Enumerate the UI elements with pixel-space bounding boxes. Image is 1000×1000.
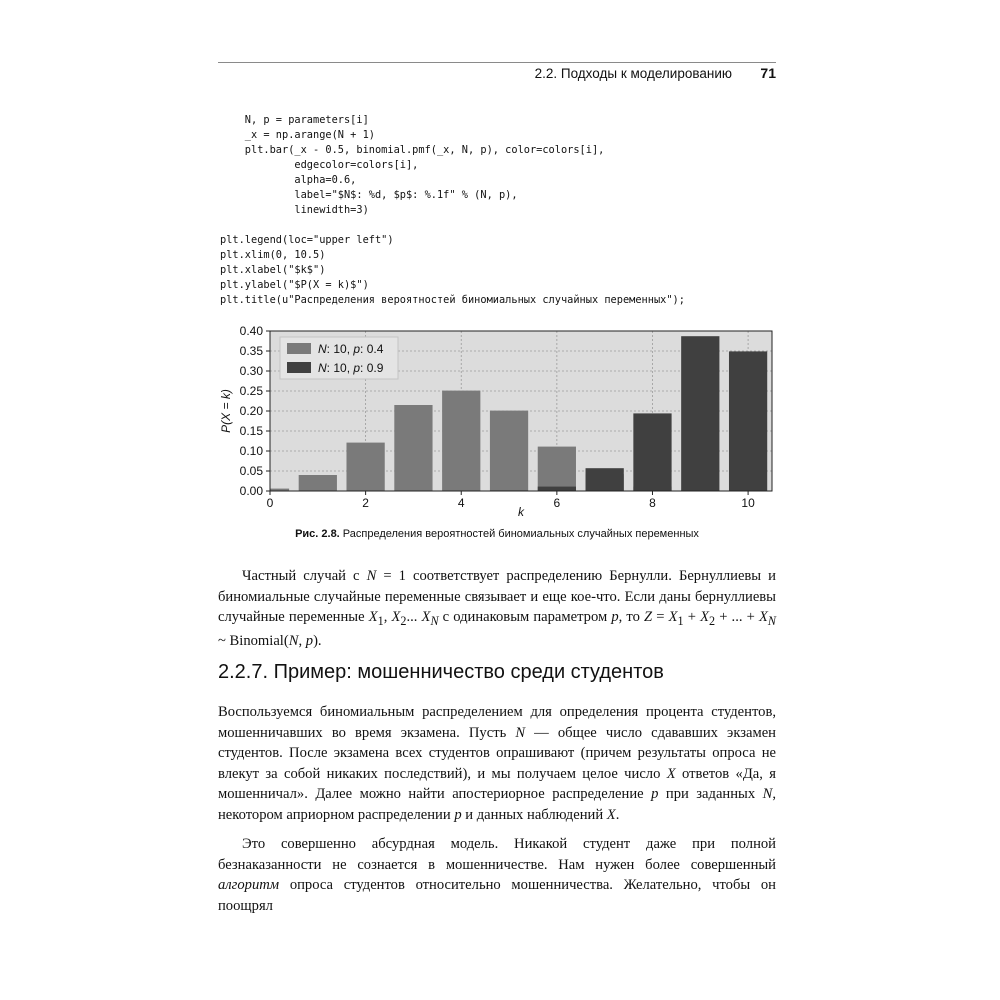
legend-swatch-1	[287, 343, 311, 354]
y-tick-label-6: 0.30	[239, 364, 263, 378]
x-tick-label-0: 0	[266, 496, 274, 510]
bar-s1-k4	[442, 391, 480, 491]
y-tick-label-0: 0.00	[239, 484, 263, 498]
legend-label-1: N: 10, p: 0.4	[318, 342, 384, 356]
bar-s2-k9	[681, 336, 719, 491]
y-axis-label: P(X = k)	[219, 389, 233, 433]
x-tick-label-4: 8	[649, 496, 656, 510]
legend-label-2: N: 10, p: 0.9	[318, 361, 384, 375]
bar-s2-k6	[538, 487, 576, 491]
paragraph-bernoulli: Частный случай с N = 1 соответствует распределению Бернулли. Бернуллиевы и биномиальные случайные переменные связывает и еще кое-что. Если даны бернуллиевы случайные переменные $X_1$, $X_2$... $X_N$ с одинаковым параметром p, то $Z = X_1 + X_2$ + ... + $X_N$ ~ Binomial(N, p).	[218, 568, 776, 650]
bar-s2-k7	[586, 468, 624, 491]
figure-label: Рис. 2.8.	[295, 528, 340, 540]
bar-s2-k8	[633, 413, 671, 491]
paragraph-absurd-model: Это совершенно абсурдная модель. Никакой студент даже при полной безнаказанности не сознается в мошенничестве. Нам нужен более совершенный алгоритм опроса студентов относительно мошенничества. Желательно, чтобы он поощрял	[218, 836, 776, 914]
y-tick-label-4: 0.20	[239, 404, 263, 418]
bar-s1-k6	[538, 447, 576, 491]
y-tick-label-5: 0.25	[239, 384, 263, 398]
x-tick-label-3: 6	[553, 496, 561, 510]
y-tick-label-3: 0.15	[239, 424, 263, 438]
bar-s2-k10	[729, 351, 767, 491]
y-tick-label-1: 0.05	[239, 464, 263, 478]
legend-swatch-2	[287, 362, 311, 373]
bar-s1-k3	[394, 405, 432, 491]
running-title: 2.2. Подходы к моделированию	[534, 66, 732, 81]
x-axis-label: k	[518, 505, 524, 519]
code-block-2: plt.legend(loc="upper left") plt.xlim(0, 10.5) plt.xlabel("$k$") plt.ylabel("$P(X = k)$") plt.title(u"Распределения вероятностей биномиальных случайных переменных");	[220, 234, 685, 306]
figure-caption	[218, 528, 776, 540]
section-heading: 2.2.7. Пример: мошенничество среди студентов	[218, 661, 664, 683]
x-tick-label-1: 2	[362, 496, 369, 510]
legend	[280, 337, 398, 379]
code-block-1: N, p = parameters[i] _x = np.arange(N + 1) plt.bar(_x - 0.5, binomial.pmf(_x, N, p), color=colors[i], edgecolor=colors[i], alpha=0.6, label="$N$: %d, $p$: %.1f" % (N, p), linewidth=3)	[244, 114, 605, 216]
y-tick-label-7: 0.35	[239, 344, 263, 358]
x-tick-label-2: 4	[457, 496, 465, 510]
y-tick-labels	[240, 324, 270, 498]
figure-caption-text: Распределения вероятностей биномиальных случайных переменных	[339, 528, 699, 540]
y-tick-label-2: 0.10	[239, 444, 263, 458]
paragraph-example: Воспользуемся биномиальным распределением для определения процента студентов, мошенничавших во время экзамена. Пусть N — общее число сдававших экзамен студентов. После экзамена всех студентов опрашивают (причем результаты опроса не влекут за собой никаких последствий), и мы получаем целое число X ответов «Да, я мошенничал». Далее можно найти апостериорное распределение p при заданных N, некотором априорном распределении p и данных наблюдений X.	[218, 704, 777, 823]
bar-s1-k1	[299, 475, 337, 491]
page-number: 71	[760, 65, 776, 81]
x-tick-labels	[267, 491, 755, 510]
y-tick-label-8: 0.40	[239, 324, 263, 338]
header-rule	[218, 62, 776, 63]
x-tick-label-5: 10	[741, 496, 755, 510]
binomial-bar-chart	[210, 322, 790, 522]
bar-s1-k2	[346, 443, 384, 491]
bar-s1-k5	[490, 411, 528, 491]
